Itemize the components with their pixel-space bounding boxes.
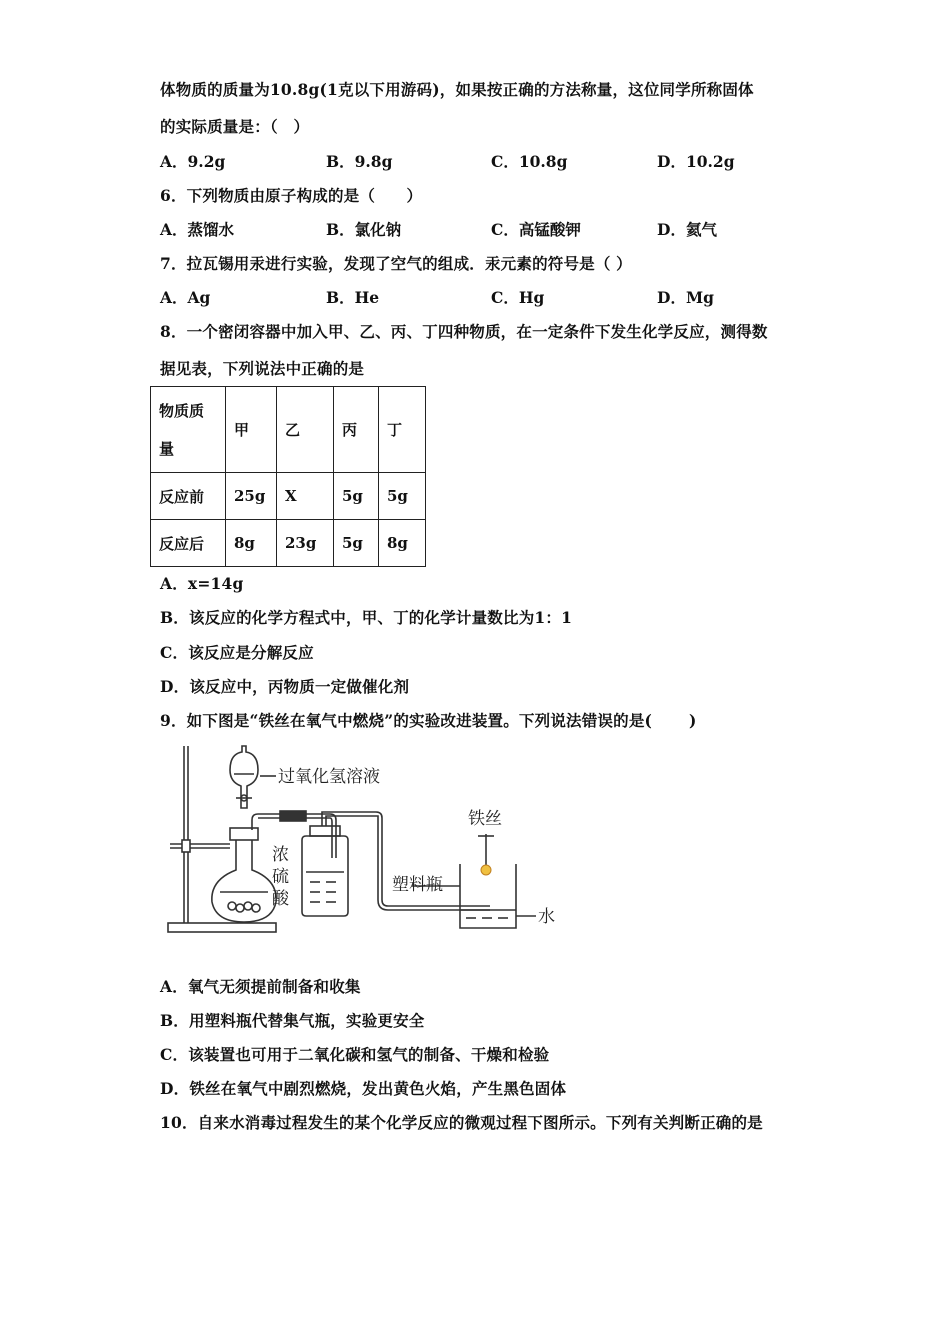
q7-option-a: A．Ag — [160, 288, 211, 307]
table-header-cell: 乙 — [277, 387, 334, 473]
table-cell: 8g — [226, 520, 277, 567]
q7-stem: 7．拉瓦锡用汞进行实验，发现了空气的组成．汞元素的符号是（ ） — [160, 254, 632, 273]
apparatus-diagram — [160, 740, 580, 940]
q6-option-a: A．蒸馏水 — [160, 220, 235, 239]
table-cell: 23g — [277, 520, 334, 567]
table-cell: 反应前 — [151, 473, 226, 520]
table-header-cell: 丁 — [379, 387, 426, 473]
q9-stem: 9．如下图是“铁丝在氧气中燃烧”的实验改进装置。下列说法错误的是( ) — [160, 711, 697, 730]
data-table — [150, 386, 426, 567]
table-row — [151, 473, 426, 520]
label-acid-3: 酸 — [272, 889, 289, 909]
label-water: 水 — [538, 907, 555, 927]
drying-bottle — [302, 836, 348, 916]
label-plastic-bottle: 塑料瓶 — [392, 875, 443, 895]
q8-stem-line1: 8．一个密闭容器中加入甲、乙、丙、丁四种物质，在一定条件下发生化学反应，测得数 — [160, 322, 768, 341]
q10-stem: 10．自来水消毒过程发生的某个化学反应的微观过程下图所示。下列有关判断正确的是 — [160, 1113, 763, 1132]
table-cell: 5g — [334, 520, 379, 567]
q6-option-d: D．氦气 — [657, 220, 717, 239]
table-cell: X — [277, 473, 334, 520]
label-acid-2: 硫 — [272, 867, 289, 887]
label-iron-wire: 铁丝 — [468, 809, 502, 829]
q7-option-c: C．Hg — [491, 288, 545, 307]
table-cell: 25g — [226, 473, 277, 520]
label-acid-1: 浓 — [272, 845, 289, 865]
q5-option-c: C．10.8g — [491, 152, 568, 171]
q9-option-a: A．氧气无须提前制备和收集 — [160, 977, 361, 996]
rubber-connector — [280, 811, 306, 821]
q5-continuation-line1: 体物质的质量为10.8g(1克以下用游码)，如果按正确的方法称量，这位同学所称固体 — [160, 80, 754, 99]
q5-option-b: B．9.8g — [326, 152, 393, 171]
q7-option-d: D．Mg — [657, 288, 714, 307]
table-header-cell: 物质质量 — [151, 387, 226, 473]
q8-option-c: C．该反应是分解反应 — [160, 643, 314, 662]
rubber-stopper — [230, 828, 258, 840]
q5-continuation-line2: 的实际质量是：（ ） — [160, 117, 310, 136]
table-header-row — [151, 387, 426, 473]
table-header-cell: 甲 — [226, 387, 277, 473]
table-cell: 反应后 — [151, 520, 226, 567]
q8-option-a: A．x=14g — [160, 574, 244, 593]
q5-option-a: A．9.2g — [160, 152, 226, 171]
table-cell: 8g — [379, 520, 426, 567]
q6-option-c: C．高锰酸钾 — [491, 220, 581, 239]
table-row — [151, 520, 426, 567]
q5-option-d: D．10.2g — [657, 152, 735, 171]
q8-stem-line2: 据见表，下列说法中正确的是 — [160, 359, 365, 378]
flame-spark — [481, 865, 491, 875]
q8-option-b: B．该反应的化学方程式中，甲、丁的化学计量数比为1：1 — [160, 608, 573, 627]
catalyst-bead — [228, 902, 236, 910]
q9-option-b: B．用塑料瓶代替集气瓶，实验更安全 — [160, 1011, 425, 1030]
q6-stem: 6．下列物质由原子构成的是（ ） — [160, 186, 423, 205]
label-peroxide: 过氧化氢溶液 — [278, 767, 380, 787]
q8-option-d: D．该反应中，丙物质一定做催化剂 — [160, 677, 410, 696]
stand-base — [168, 923, 276, 932]
table-cell: 5g — [334, 473, 379, 520]
q7-option-b: B．He — [326, 288, 380, 307]
q9-option-d: D．铁丝在氧气中剧烈燃烧，发出黄色火焰，产生黑色固体 — [160, 1079, 567, 1098]
q6-option-b: B．氯化钠 — [326, 220, 402, 239]
q9-option-c: C．该装置也可用于二氧化碳和氢气的制备、干燥和检验 — [160, 1045, 550, 1064]
table-cell: 5g — [379, 473, 426, 520]
table-header-cell: 丙 — [334, 387, 379, 473]
